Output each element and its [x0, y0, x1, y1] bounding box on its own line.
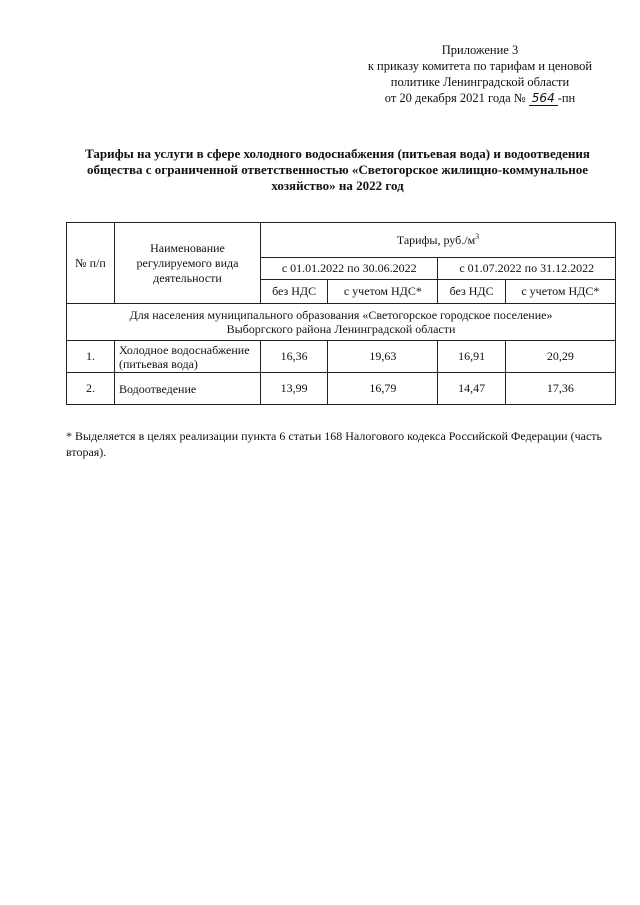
- row-p1-without-vat: 16,36: [261, 341, 328, 373]
- row-activity: Водоотведение: [115, 373, 261, 405]
- header-p2-with-vat: с учетом НДС*: [505, 280, 615, 304]
- header-p1-without-vat: без НДС: [261, 280, 328, 304]
- header-row-1: [67, 223, 616, 258]
- appendix-date-line: [350, 90, 610, 106]
- appendix-title: Приложение 3: [441, 43, 519, 57]
- header-tariffs: [261, 223, 616, 258]
- footnote: * Выделяется в целях реализации пункта 6 статьи 168 Налогового кодекса Российской Федерации (часть вторая).: [66, 429, 603, 459]
- header-period-2: с 01.07.2022 по 31.12.2022: [438, 258, 616, 280]
- row-activity: Холодное водоснабжение (питьевая вода): [115, 341, 261, 373]
- table-row: [67, 373, 616, 405]
- title-line-2: общества с ограниченной ответственностью «Светогорское жилищно-коммунальное: [86, 162, 589, 177]
- header-activity: Наименование регулируемого вида деятельности: [115, 223, 261, 304]
- row-p2-without-vat: 16,91: [438, 341, 505, 373]
- row-p1-with-vat: 16,79: [328, 373, 438, 405]
- header-tariffs-label: Тарифы, руб./м: [396, 233, 476, 247]
- row-p2-with-vat: 20,29: [505, 341, 615, 373]
- title-line-1: Тарифы на услуги в сфере холодного водоснабжения (питьевая вода) и водоотведения: [85, 146, 590, 161]
- table-row: [67, 341, 616, 373]
- appendix-date: от 20 декабря 2021 года №: [384, 91, 526, 105]
- population-row: [67, 304, 616, 341]
- row-p2-without-vat: 14,47: [438, 373, 505, 405]
- header-number: № п/п: [67, 223, 115, 304]
- population-line-2: Выборгского района Ленинградской области: [226, 322, 456, 336]
- order-suffix: -пн: [557, 91, 576, 105]
- appendix-order-ref: к приказу комитета по тарифам и ценовой: [367, 59, 593, 73]
- row-p1-without-vat: 13,99: [261, 373, 328, 405]
- header-period-1: с 01.01.2022 по 30.06.2022: [261, 258, 438, 280]
- appendix-committee: политике Ленинградской области: [390, 75, 570, 89]
- population-line-1: Для населения муниципального образования «Светогорское городское поселение»: [129, 308, 553, 322]
- header-p2-without-vat: без НДС: [438, 280, 505, 304]
- order-number: 564: [529, 91, 558, 106]
- document-title: [60, 146, 615, 194]
- row-number: 2.: [67, 373, 115, 405]
- header-p1-with-vat: с учетом НДС*: [328, 280, 438, 304]
- title-line-3: хозяйство» на 2022 год: [271, 178, 404, 193]
- row-number: 1.: [67, 341, 115, 373]
- population-cell: [67, 304, 616, 341]
- row-p1-with-vat: 19,63: [328, 341, 438, 373]
- appendix-header: [350, 42, 610, 106]
- tariffs-table: [66, 222, 616, 405]
- header-tariffs-sup: 3: [475, 232, 480, 241]
- row-p2-with-vat: 17,36: [505, 373, 615, 405]
